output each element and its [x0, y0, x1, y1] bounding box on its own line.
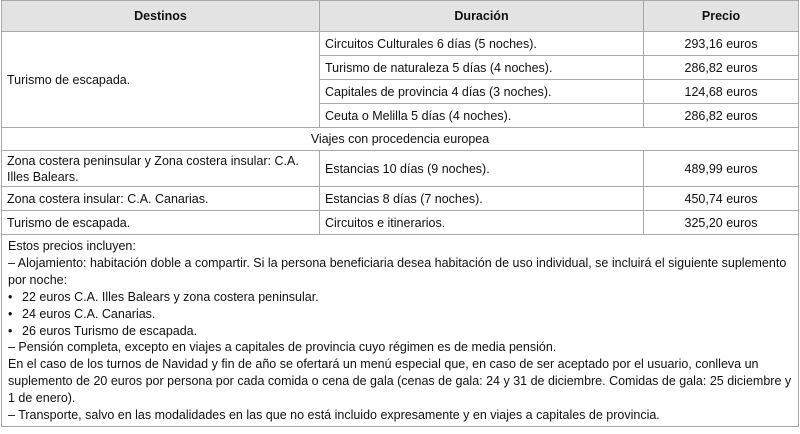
bullet-text: 22 euros C.A. Illes Balears y zona costera peninsular.	[22, 289, 319, 304]
bullet-text: 24 euros C.A. Canarias.	[22, 306, 156, 321]
table-row	[2, 32, 799, 56]
notes-bullet	[8, 289, 792, 306]
notes-intro: Estos precios incluyen:	[8, 239, 136, 253]
table-row	[2, 151, 799, 187]
notes-cell	[2, 235, 799, 427]
duration-cell: Circuitos Culturales 6 días (5 noches).	[320, 32, 644, 56]
price-cell: 293,16 euros	[644, 32, 799, 56]
notes-transport: – Transporte, salvo en las modalidades en las que no está incluido expresamente y en viajes a capitales de provincia.	[8, 408, 660, 423]
bullet-text: 26 euros Turismo de escapada.	[22, 323, 198, 338]
destination-cell: Turismo de escapada.	[2, 32, 320, 128]
price-cell: 450,74 euros	[644, 187, 799, 211]
destination-cell: Turismo de escapada.	[2, 211, 320, 235]
price-cell: 325,20 euros	[644, 211, 799, 235]
notes-lodging: – Alojamiento: habitación doble a compartir. Si la persona beneficiaria desea habitación de uso individual, se incluirá el siguiente suplemento por noche:	[8, 255, 787, 287]
duration-cell: Circuitos e itinerarios.	[320, 211, 644, 235]
section-row	[2, 128, 799, 151]
bullet-icon: •	[8, 323, 13, 338]
price-cell: 286,82 euros	[644, 104, 799, 128]
section-title: Viajes con procedencia europea	[2, 128, 799, 151]
notes-row	[2, 235, 799, 427]
bullet-icon: •	[8, 306, 13, 321]
destination-cell: Zona costera peninsular y Zona costera insular: C.A. Illes Balears.	[2, 151, 320, 187]
notes-bullet	[8, 323, 792, 340]
duration-cell: Ceuta o Melilla 5 días (4 noches).	[320, 104, 644, 128]
header-duracion: Duración	[320, 1, 644, 32]
duration-cell: Capitales de provincia 4 días (3 noches).	[320, 80, 644, 104]
table-row	[2, 187, 799, 211]
notes-board: – Pensión completa, excepto en viajes a capitales de provincia cuyo régimen es de media pensión.	[8, 340, 557, 355]
notes-bullet	[8, 306, 792, 323]
duration-cell: Turismo de naturaleza 5 días (4 noches).	[320, 56, 644, 80]
destination-cell: Zona costera insular: C.A. Canarias.	[2, 187, 320, 211]
header-destinos: Destinos	[2, 1, 320, 32]
notes-christmas: En el caso de los turnos de Navidad y fin de año se ofertará un menú especial que, en caso de ser aceptado por el usuario, conlleva un suplemento de 20 euros por persona por cada comida o cena de gala (cenas de gala: 24 y 31 de diciembre. Comidas de gala: 25 diciembre y 1 de enero).	[8, 357, 792, 406]
bullet-icon: •	[8, 289, 13, 304]
duration-cell: Estancias 8 días (7 noches).	[320, 187, 644, 211]
table-row	[2, 211, 799, 235]
header-precio: Precio	[644, 1, 799, 32]
price-cell: 124,68 euros	[644, 80, 799, 104]
header-row	[2, 1, 799, 32]
price-table	[1, 0, 799, 427]
duration-cell: Estancias 10 días (9 noches).	[320, 151, 644, 187]
price-cell: 286,82 euros	[644, 56, 799, 80]
price-cell: 489,99 euros	[644, 151, 799, 187]
